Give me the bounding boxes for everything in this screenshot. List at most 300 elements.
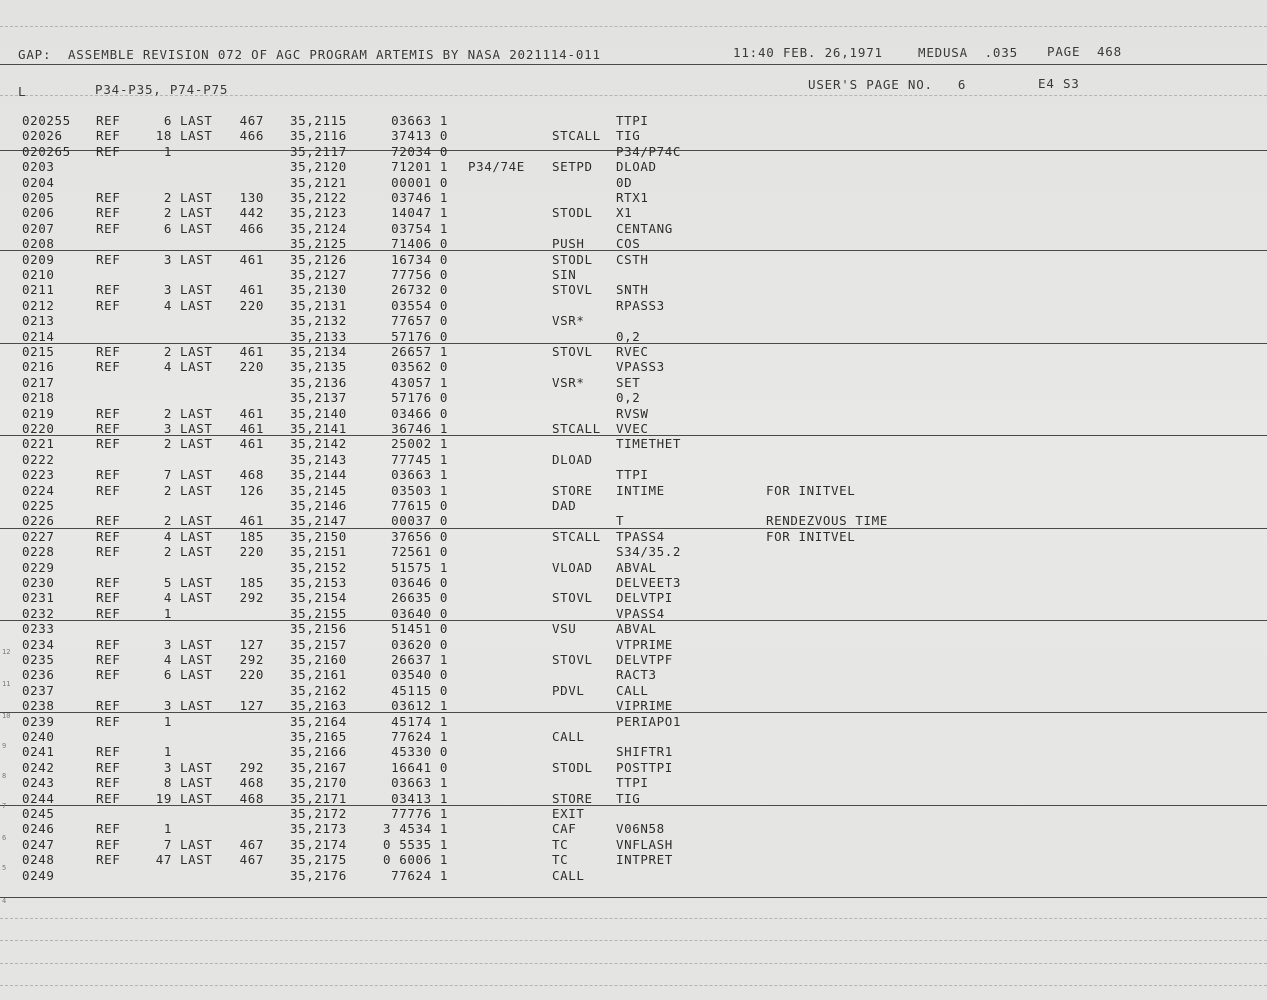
opcode: VSR* xyxy=(552,374,585,390)
medusa-label: MEDUSA .035 xyxy=(918,45,1018,60)
ref-count: 3 xyxy=(163,282,172,298)
address: 35,2151 xyxy=(290,544,347,560)
listing-row xyxy=(0,113,1267,128)
address: 35,2176 xyxy=(290,867,347,883)
octal-word: 77624 1 xyxy=(391,729,448,744)
operand: RVEC xyxy=(616,344,649,359)
address: 35,2166 xyxy=(290,744,347,760)
line-number: 0234 xyxy=(22,636,55,652)
line-number: 0233 xyxy=(22,621,55,637)
address: 35,2165 xyxy=(290,729,347,744)
margin-mark: 12 xyxy=(2,648,11,656)
operand: VNFLASH xyxy=(616,836,673,852)
ref-label: REF xyxy=(96,652,121,667)
address: 35,2144 xyxy=(290,467,347,483)
line-number: 0245 xyxy=(22,806,55,821)
ref-count: 2 xyxy=(163,513,172,529)
ref-count: 6 xyxy=(163,667,172,683)
ref-count: 8 xyxy=(163,775,172,791)
listing-row xyxy=(0,267,1267,282)
ref-label: REF xyxy=(96,836,121,852)
ref-count: 4 xyxy=(163,652,172,667)
operand: DELVTPF xyxy=(616,652,673,667)
ref-label: REF xyxy=(96,467,121,483)
ref-label: REF xyxy=(96,405,121,421)
ref-count: 3 xyxy=(163,636,172,652)
address: 35,2131 xyxy=(290,297,347,313)
listing-row xyxy=(0,344,1267,359)
octal-word: 77745 1 xyxy=(391,451,448,467)
operand: TTPI xyxy=(616,775,649,791)
last-label: LAST xyxy=(180,405,213,421)
opcode: DLOAD xyxy=(552,451,593,467)
listing-row xyxy=(0,760,1267,775)
label: P34/74E xyxy=(468,159,525,175)
address: 35,2172 xyxy=(290,806,347,821)
last-page: 468 xyxy=(239,467,264,483)
last-label: LAST xyxy=(180,220,213,236)
listing-row xyxy=(0,821,1267,836)
address: 35,2155 xyxy=(290,605,347,621)
opcode: STORE xyxy=(552,482,593,498)
listing-row xyxy=(0,375,1267,390)
address: 35,2125 xyxy=(290,236,347,252)
line-number: 0238 xyxy=(22,698,55,714)
address: 35,2164 xyxy=(290,713,347,729)
ref-label: REF xyxy=(96,528,121,544)
opcode: SETPD xyxy=(552,159,593,175)
listing-row xyxy=(0,467,1267,482)
octal-word: 26637 1 xyxy=(391,652,448,667)
listing-row xyxy=(0,483,1267,498)
listing-row xyxy=(0,144,1267,159)
last-page: 467 xyxy=(239,113,264,128)
opcode: PDVL xyxy=(552,682,585,698)
opcode: STODL xyxy=(552,759,593,775)
octal-word: 16641 0 xyxy=(391,759,448,775)
line-number: 0222 xyxy=(22,451,55,467)
line-number: 0240 xyxy=(22,729,55,744)
line-number: 0203 xyxy=(22,159,55,175)
margin-mark: 10 xyxy=(2,712,11,720)
last-label: LAST xyxy=(180,482,213,498)
listing-row xyxy=(0,529,1267,544)
line-number: 0232 xyxy=(22,605,55,621)
address: 35,2143 xyxy=(290,451,347,467)
operand: RTX1 xyxy=(616,190,649,205)
last-page: 467 xyxy=(239,852,264,868)
octal-word: 25002 1 xyxy=(391,436,448,452)
address: 35,2154 xyxy=(290,590,347,606)
octal-word: 37413 0 xyxy=(391,128,448,144)
margin-mark: 4 xyxy=(2,897,7,905)
ref-label: REF xyxy=(96,821,121,837)
ref-label: REF xyxy=(96,667,121,683)
operand: INTPRET xyxy=(616,852,673,868)
last-page: 461 xyxy=(239,251,264,267)
octal-word: 77756 0 xyxy=(391,267,448,282)
listing-row xyxy=(0,775,1267,790)
address: 35,2171 xyxy=(290,790,347,806)
ref-count: 1 xyxy=(163,821,172,837)
line-number: 0220 xyxy=(22,421,55,436)
line-number: 0229 xyxy=(22,559,55,575)
operand: ABVAL xyxy=(616,559,657,575)
last-page: 468 xyxy=(239,790,264,806)
operand: T xyxy=(616,513,625,529)
form-line xyxy=(0,64,1267,65)
line-number: 0217 xyxy=(22,374,55,390)
address: 35,2147 xyxy=(290,513,347,529)
ref-count: 4 xyxy=(163,590,172,606)
address: 35,2126 xyxy=(290,251,347,267)
operand: DELVTPI xyxy=(616,590,673,606)
listing-row xyxy=(0,329,1267,344)
line-number: 0242 xyxy=(22,759,55,775)
address: 35,2141 xyxy=(290,421,347,436)
listing-row xyxy=(0,652,1267,667)
address: 35,2116 xyxy=(290,128,347,144)
octal-word: 03663 1 xyxy=(391,467,448,483)
opcode: SIN xyxy=(552,267,577,282)
listing-row xyxy=(0,575,1267,590)
line-number: 0207 xyxy=(22,220,55,236)
operand: VIPRIME xyxy=(616,698,673,714)
last-page: 461 xyxy=(239,405,264,421)
ref-count: 6 xyxy=(163,113,172,128)
operand: RACT3 xyxy=(616,667,657,683)
operand: VTPRIME xyxy=(616,636,673,652)
opcode: PUSH xyxy=(552,236,585,252)
ref-label: REF xyxy=(96,143,121,159)
ref-count: 2 xyxy=(163,405,172,421)
listing-row xyxy=(0,667,1267,682)
ref-label: REF xyxy=(96,713,121,729)
operand: V06N58 xyxy=(616,821,665,837)
ref-count: 4 xyxy=(163,528,172,544)
octal-word: 03612 1 xyxy=(391,698,448,714)
last-page: 185 xyxy=(239,575,264,590)
operand: RVSW xyxy=(616,405,649,421)
margin-mark: 11 xyxy=(2,680,11,688)
last-label: LAST xyxy=(180,282,213,298)
octal-word: 03562 0 xyxy=(391,359,448,375)
ref-label: REF xyxy=(96,220,121,236)
address: 35,2124 xyxy=(290,220,347,236)
last-label: LAST xyxy=(180,790,213,806)
operand: S34/35.2 xyxy=(616,544,682,560)
last-label: LAST xyxy=(180,667,213,683)
ref-label: REF xyxy=(96,113,121,128)
listing-row xyxy=(0,282,1267,297)
last-page: 292 xyxy=(239,590,264,606)
octal-word: 45174 1 xyxy=(391,713,448,729)
last-label: LAST xyxy=(180,836,213,852)
octal-word: 77615 0 xyxy=(391,498,448,513)
opcode: CALL xyxy=(552,867,585,883)
ref-label: REF xyxy=(96,482,121,498)
ref-label: REF xyxy=(96,344,121,359)
line-number: 0218 xyxy=(22,390,55,406)
line-number: 0228 xyxy=(22,544,55,560)
address: 35,2142 xyxy=(290,436,347,452)
listing-row xyxy=(0,637,1267,652)
section-code: E4 S3 xyxy=(1038,76,1080,91)
line-number: 0219 xyxy=(22,405,55,421)
last-label: LAST xyxy=(180,436,213,452)
operand: PERIAPO1 xyxy=(616,713,682,729)
address: 35,2117 xyxy=(290,143,347,159)
operand: TTPI xyxy=(616,467,649,483)
octal-word: 03554 0 xyxy=(391,297,448,313)
octal-word: 03646 0 xyxy=(391,575,448,590)
operand: TIG xyxy=(616,128,641,144)
octal-word: 71406 0 xyxy=(391,236,448,252)
address: 35,2132 xyxy=(290,313,347,329)
last-page: 468 xyxy=(239,775,264,791)
last-page: 467 xyxy=(239,836,264,852)
last-label: LAST xyxy=(180,590,213,606)
opcode: VSU xyxy=(552,621,577,637)
opcode: STCALL xyxy=(552,421,601,436)
operand: CENTANG xyxy=(616,220,673,236)
address: 35,2167 xyxy=(290,759,347,775)
last-page: 126 xyxy=(239,482,264,498)
ref-label: REF xyxy=(96,436,121,452)
operand: 0,2 xyxy=(616,390,641,406)
octal-word: 03746 1 xyxy=(391,190,448,205)
octal-word: 77657 0 xyxy=(391,313,448,329)
last-label: LAST xyxy=(180,190,213,205)
line-number: 0226 xyxy=(22,513,55,529)
listing-row xyxy=(0,852,1267,867)
opcode: STORE xyxy=(552,790,593,806)
last-page: 461 xyxy=(239,513,264,529)
ref-label: REF xyxy=(96,590,121,606)
listing-row xyxy=(0,175,1267,190)
listing-row xyxy=(0,714,1267,729)
last-page: 220 xyxy=(239,297,264,313)
ref-label: REF xyxy=(96,513,121,529)
ref-label: REF xyxy=(96,605,121,621)
listing-row xyxy=(0,159,1267,174)
ref-count: 3 xyxy=(163,759,172,775)
last-page: 220 xyxy=(239,359,264,375)
listing-row xyxy=(0,313,1267,328)
operand: POSTTPI xyxy=(616,759,673,775)
comment: FOR INITVEL xyxy=(766,528,856,544)
octal-word: 14047 1 xyxy=(391,205,448,221)
line-number: 0249 xyxy=(22,867,55,883)
ref-count: 7 xyxy=(163,836,172,852)
operand: SET xyxy=(616,374,641,390)
operand: TPASS4 xyxy=(616,528,665,544)
address: 35,2121 xyxy=(290,174,347,190)
listing-row xyxy=(0,513,1267,528)
line-number: 0211 xyxy=(22,282,55,298)
margin-mark: 5 xyxy=(2,864,7,872)
address: 35,2133 xyxy=(290,328,347,344)
line-number: 0204 xyxy=(22,174,55,190)
listing-row xyxy=(0,221,1267,236)
last-label: LAST xyxy=(180,205,213,221)
ref-count: 7 xyxy=(163,467,172,483)
opcode: CAF xyxy=(552,821,577,837)
last-label: LAST xyxy=(180,652,213,667)
form-line xyxy=(0,985,1267,986)
octal-word: 03754 1 xyxy=(391,220,448,236)
ref-count: 2 xyxy=(163,436,172,452)
address: 35,2146 xyxy=(290,498,347,513)
line-number: 0235 xyxy=(22,652,55,667)
address: 35,2160 xyxy=(290,652,347,667)
octal-word: 77776 1 xyxy=(391,806,448,821)
listing-row xyxy=(0,621,1267,636)
address: 35,2127 xyxy=(290,267,347,282)
last-label: LAST xyxy=(180,113,213,128)
last-page: 466 xyxy=(239,128,264,144)
listing-row xyxy=(0,252,1267,267)
operand: TIG xyxy=(616,790,641,806)
form-line xyxy=(0,26,1267,27)
address: 35,2134 xyxy=(290,344,347,359)
listing-row xyxy=(0,298,1267,313)
assembly-title: GAP: ASSEMBLE REVISION 072 OF AGC PROGRAM ARTEMIS BY NASA 2021114-011 xyxy=(18,47,601,62)
form-line xyxy=(0,940,1267,941)
listing-row xyxy=(0,560,1267,575)
last-label: LAST xyxy=(180,528,213,544)
listing-row xyxy=(0,406,1267,421)
line-number: 0216 xyxy=(22,359,55,375)
listing-row xyxy=(0,544,1267,559)
address: 35,2156 xyxy=(290,621,347,637)
margin-mark: 7 xyxy=(2,802,7,810)
opcode: TC xyxy=(552,836,569,852)
octal-word: 03466 0 xyxy=(391,405,448,421)
ref-label: REF xyxy=(96,852,121,868)
last-page: 130 xyxy=(239,190,264,205)
operand: VVEC xyxy=(616,421,649,436)
listing-row xyxy=(0,729,1267,744)
ref-label: REF xyxy=(96,790,121,806)
operand: INTIME xyxy=(616,482,665,498)
address: 35,2162 xyxy=(290,682,347,698)
address: 35,2122 xyxy=(290,190,347,205)
operand: TTPI xyxy=(616,113,649,128)
listing-row xyxy=(0,205,1267,220)
opcode: TC xyxy=(552,852,569,868)
page-number: PAGE 468 xyxy=(1047,44,1122,59)
line-number: 0239 xyxy=(22,713,55,729)
octal-word: 26732 0 xyxy=(391,282,448,298)
line-number: 0205 xyxy=(22,190,55,205)
ref-count: 2 xyxy=(163,205,172,221)
octal-word: 03540 0 xyxy=(391,667,448,683)
opcode: STOVL xyxy=(552,344,593,359)
octal-word: 00037 0 xyxy=(391,513,448,529)
line-number: 020255 xyxy=(22,113,71,128)
line-number: 0224 xyxy=(22,482,55,498)
listing-row xyxy=(0,868,1267,883)
address: 35,2152 xyxy=(290,559,347,575)
form-line xyxy=(0,897,1267,898)
opcode: DAD xyxy=(552,498,577,513)
ref-label: REF xyxy=(96,205,121,221)
listing-row xyxy=(0,744,1267,759)
last-page: 220 xyxy=(239,544,264,560)
operand: CALL xyxy=(616,682,649,698)
last-label: LAST xyxy=(180,344,213,359)
octal-word: 45330 0 xyxy=(391,744,448,760)
line-number: 0221 xyxy=(22,436,55,452)
last-page: 461 xyxy=(239,282,264,298)
line-number: 0237 xyxy=(22,682,55,698)
line-number: 0230 xyxy=(22,575,55,590)
last-page: 461 xyxy=(239,344,264,359)
octal-word: 0 6006 1 xyxy=(382,852,448,868)
listing-row xyxy=(0,390,1267,405)
last-label: LAST xyxy=(180,359,213,375)
last-page: 466 xyxy=(239,220,264,236)
line-number: 0213 xyxy=(22,313,55,329)
address: 35,2174 xyxy=(290,836,347,852)
last-page: 442 xyxy=(239,205,264,221)
octal-word: 57176 0 xyxy=(391,390,448,406)
margin-mark: 9 xyxy=(2,742,7,750)
ref-count: 5 xyxy=(163,575,172,590)
ref-count: 3 xyxy=(163,421,172,436)
last-label: LAST xyxy=(180,128,213,144)
octal-word: 45115 0 xyxy=(391,682,448,698)
line-number: 0208 xyxy=(22,236,55,252)
octal-word: 37656 0 xyxy=(391,528,448,544)
octal-word: 26657 1 xyxy=(391,344,448,359)
listing-row xyxy=(0,359,1267,374)
line-number: 0223 xyxy=(22,467,55,483)
operand: SNTH xyxy=(616,282,649,298)
line-number: 0246 xyxy=(22,821,55,837)
last-label: LAST xyxy=(180,759,213,775)
ref-count: 2 xyxy=(163,344,172,359)
opcode: EXIT xyxy=(552,806,585,821)
comment: RENDEZVOUS TIME xyxy=(766,513,888,529)
operand: P34/P74C xyxy=(616,143,682,159)
opcode: STODL xyxy=(552,205,593,221)
last-page: 185 xyxy=(239,528,264,544)
form-line xyxy=(0,963,1267,964)
ref-label: REF xyxy=(96,282,121,298)
address: 35,2137 xyxy=(290,390,347,406)
listing-row xyxy=(0,128,1267,143)
timestamp: 11:40 FEB. 26,1971 xyxy=(733,45,883,60)
octal-word: 72561 0 xyxy=(391,544,448,560)
listing-row xyxy=(0,683,1267,698)
ref-label: REF xyxy=(96,544,121,560)
margin-mark: 6 xyxy=(2,834,7,842)
address: 35,2150 xyxy=(290,528,347,544)
address: 35,2115 xyxy=(290,113,347,128)
listing-row xyxy=(0,791,1267,806)
last-label: LAST xyxy=(180,636,213,652)
ref-count: 19 xyxy=(155,790,172,806)
octal-word: 0 5535 1 xyxy=(382,836,448,852)
last-page: 292 xyxy=(239,759,264,775)
octal-word: 03503 1 xyxy=(391,482,448,498)
address: 35,2135 xyxy=(290,359,347,375)
octal-word: 43057 1 xyxy=(391,374,448,390)
line-number: 0225 xyxy=(22,498,55,513)
octal-word: 03640 0 xyxy=(391,605,448,621)
